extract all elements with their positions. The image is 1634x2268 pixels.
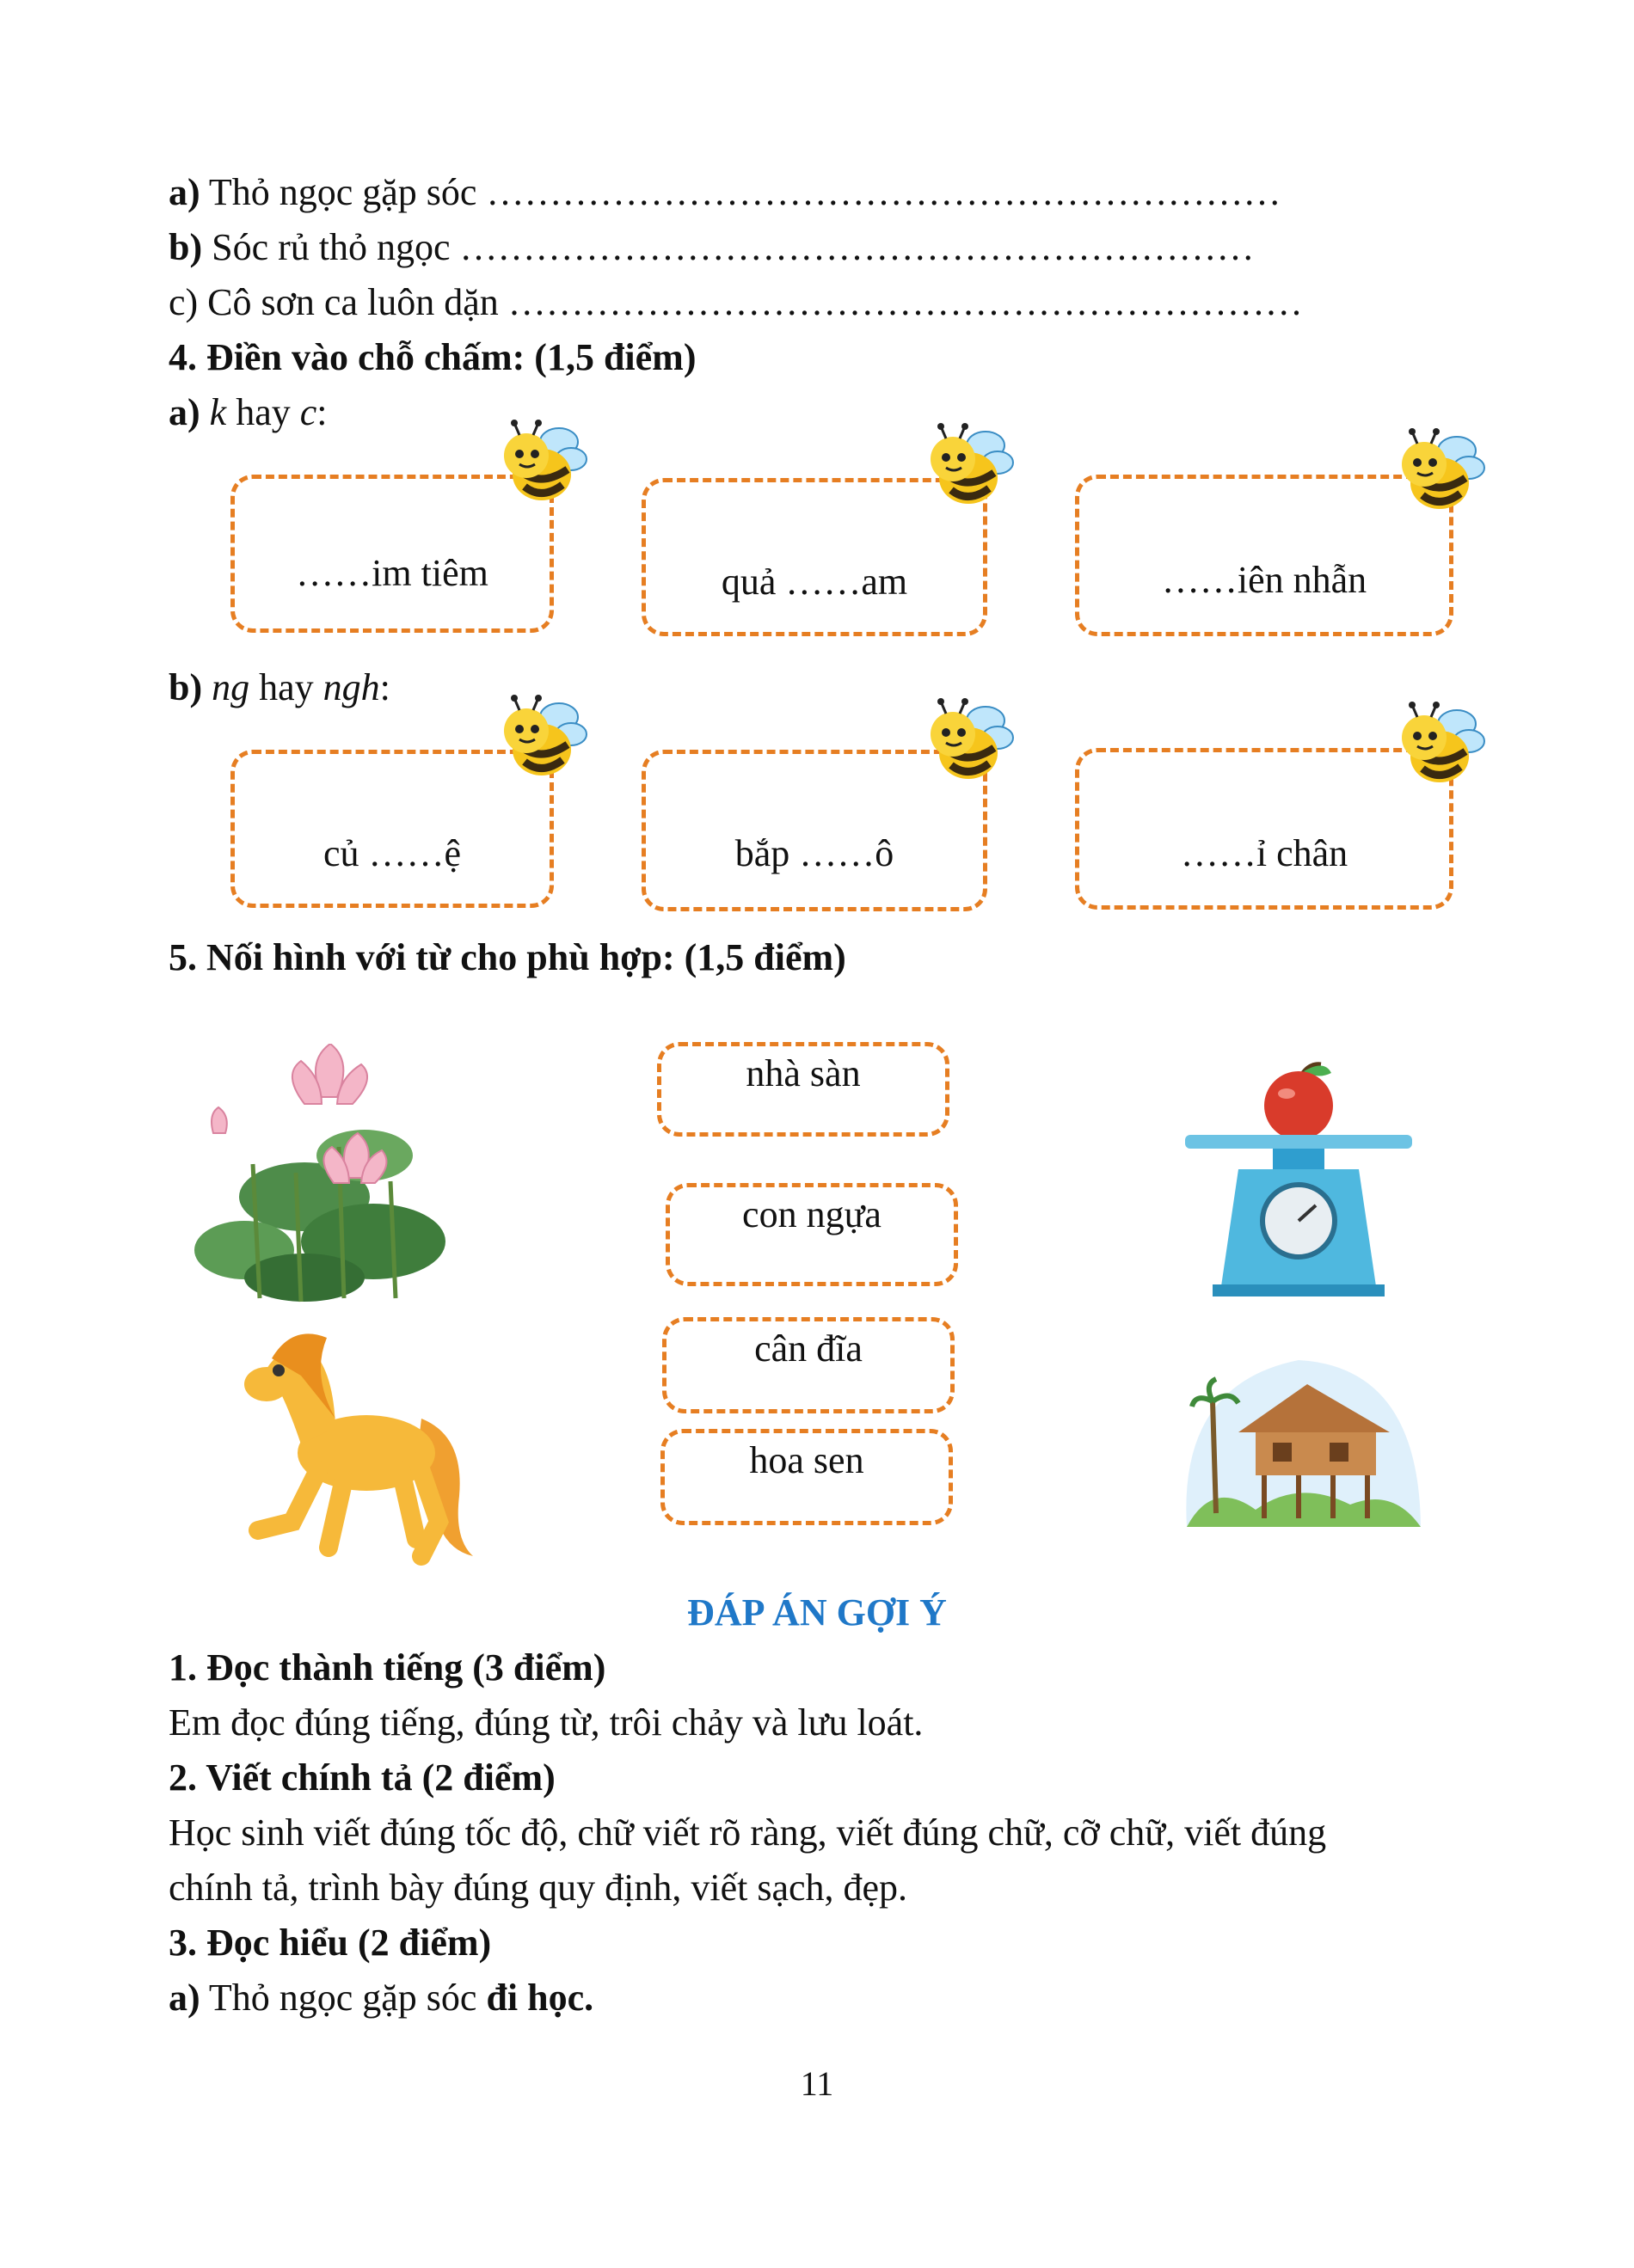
q3-b-text: Sóc rủ thỏ ngọc ……………………………………………………… — [202, 226, 1255, 268]
q3-a-label: a) — [169, 171, 200, 213]
q4-a-mid: hay — [226, 391, 300, 433]
q4-b-opt2: ngh — [322, 666, 380, 708]
q5-heading: 5. Nối hình với từ cho phù hợp: (1,5 điểm) — [169, 936, 846, 978]
q4-b-label: b) — [169, 666, 203, 708]
lotus-icon — [193, 1044, 459, 1307]
fill-box-text: ……ỉ chân — [1180, 832, 1348, 874]
horse-icon — [232, 1324, 490, 1573]
word-text: hoa sen — [749, 1439, 864, 1481]
word-box-hoa-sen — [660, 1429, 953, 1525]
bee-icon — [1386, 426, 1490, 521]
fill-box-text: ……im tiêm — [296, 552, 488, 594]
fill-box-text: bắp ……ô — [734, 832, 894, 874]
answer-2-heading: 2. Viết chính tả (2 điểm) — [169, 1756, 556, 1799]
answer-1-text: Em đọc đúng tiếng, đúng từ, trôi chảy và lưu loát. — [169, 1701, 924, 1744]
q3-line-c — [169, 279, 1303, 327]
answer-1-heading: 1. Đọc thành tiếng (3 điểm) — [169, 1646, 606, 1689]
q4-part-b-label — [169, 664, 390, 712]
q4-b-mid: hay — [249, 666, 323, 708]
bee-icon — [488, 418, 592, 512]
bee-icon — [915, 696, 1018, 791]
q4-a-label: a) — [169, 391, 200, 433]
answer-2-text-1: Học sinh viết đúng tốc độ, chữ viết rõ ràng, viết đúng chữ, cỡ chữ, viết đúng — [169, 1811, 1327, 1854]
q4-heading: 4. Điền vào chỗ chấm: (1,5 điểm) — [169, 336, 697, 378]
answer-3-a — [169, 1974, 593, 2022]
word-text: cân đĩa — [754, 1327, 863, 1370]
q4-part-a-label — [169, 389, 327, 437]
q3-line-b — [169, 224, 1255, 272]
answer-3-a-answer: đi học. — [486, 1977, 594, 2019]
scale-with-apple-icon — [1178, 1054, 1419, 1300]
q3-b-label: b) — [169, 226, 203, 268]
stilt-house-icon — [1178, 1350, 1428, 1530]
q4-b-opt1: ng — [212, 666, 250, 708]
answer-2-text-2: chính tả, trình bày đúng quy định, viết sạch, đẹp. — [169, 1867, 908, 1909]
fill-box-text: ……iên nhẫn — [1161, 559, 1367, 601]
fill-box-text: quả ……am — [721, 561, 908, 603]
bee-icon — [1386, 700, 1490, 794]
answers-title: ĐÁP ÁN GỢI Ý — [687, 1591, 947, 1634]
q4-b-end: : — [379, 666, 390, 708]
word-text: nhà sàn — [746, 1052, 861, 1094]
q4-a-opt1: k — [209, 391, 227, 433]
bee-icon — [915, 421, 1018, 516]
word-box-con-ngua — [666, 1183, 958, 1286]
q3-a-text: Thỏ ngọc gặp sóc ……………………………………………………… — [200, 171, 1281, 213]
q3-c-text: c) Cô sơn ca luôn dặn ……………………………………………………… — [169, 281, 1303, 323]
word-box-nha-san — [657, 1042, 949, 1137]
answer-3-heading: 3. Đọc hiểu (2 điểm) — [169, 1922, 492, 1964]
page-number: 11 — [800, 2064, 834, 2103]
q4-a-end: : — [316, 391, 328, 433]
q3-line-a — [169, 169, 1281, 217]
answer-3-a-label: a) — [169, 1977, 200, 2019]
word-text: con ngựa — [742, 1193, 882, 1235]
word-box-can-dia — [662, 1317, 955, 1413]
bee-icon — [488, 693, 592, 788]
q4-a-opt2: c — [299, 391, 317, 433]
answer-3-a-text: Thỏ ngọc gặp sóc — [200, 1977, 487, 2019]
fill-box-text: củ ……ệ — [322, 832, 462, 874]
